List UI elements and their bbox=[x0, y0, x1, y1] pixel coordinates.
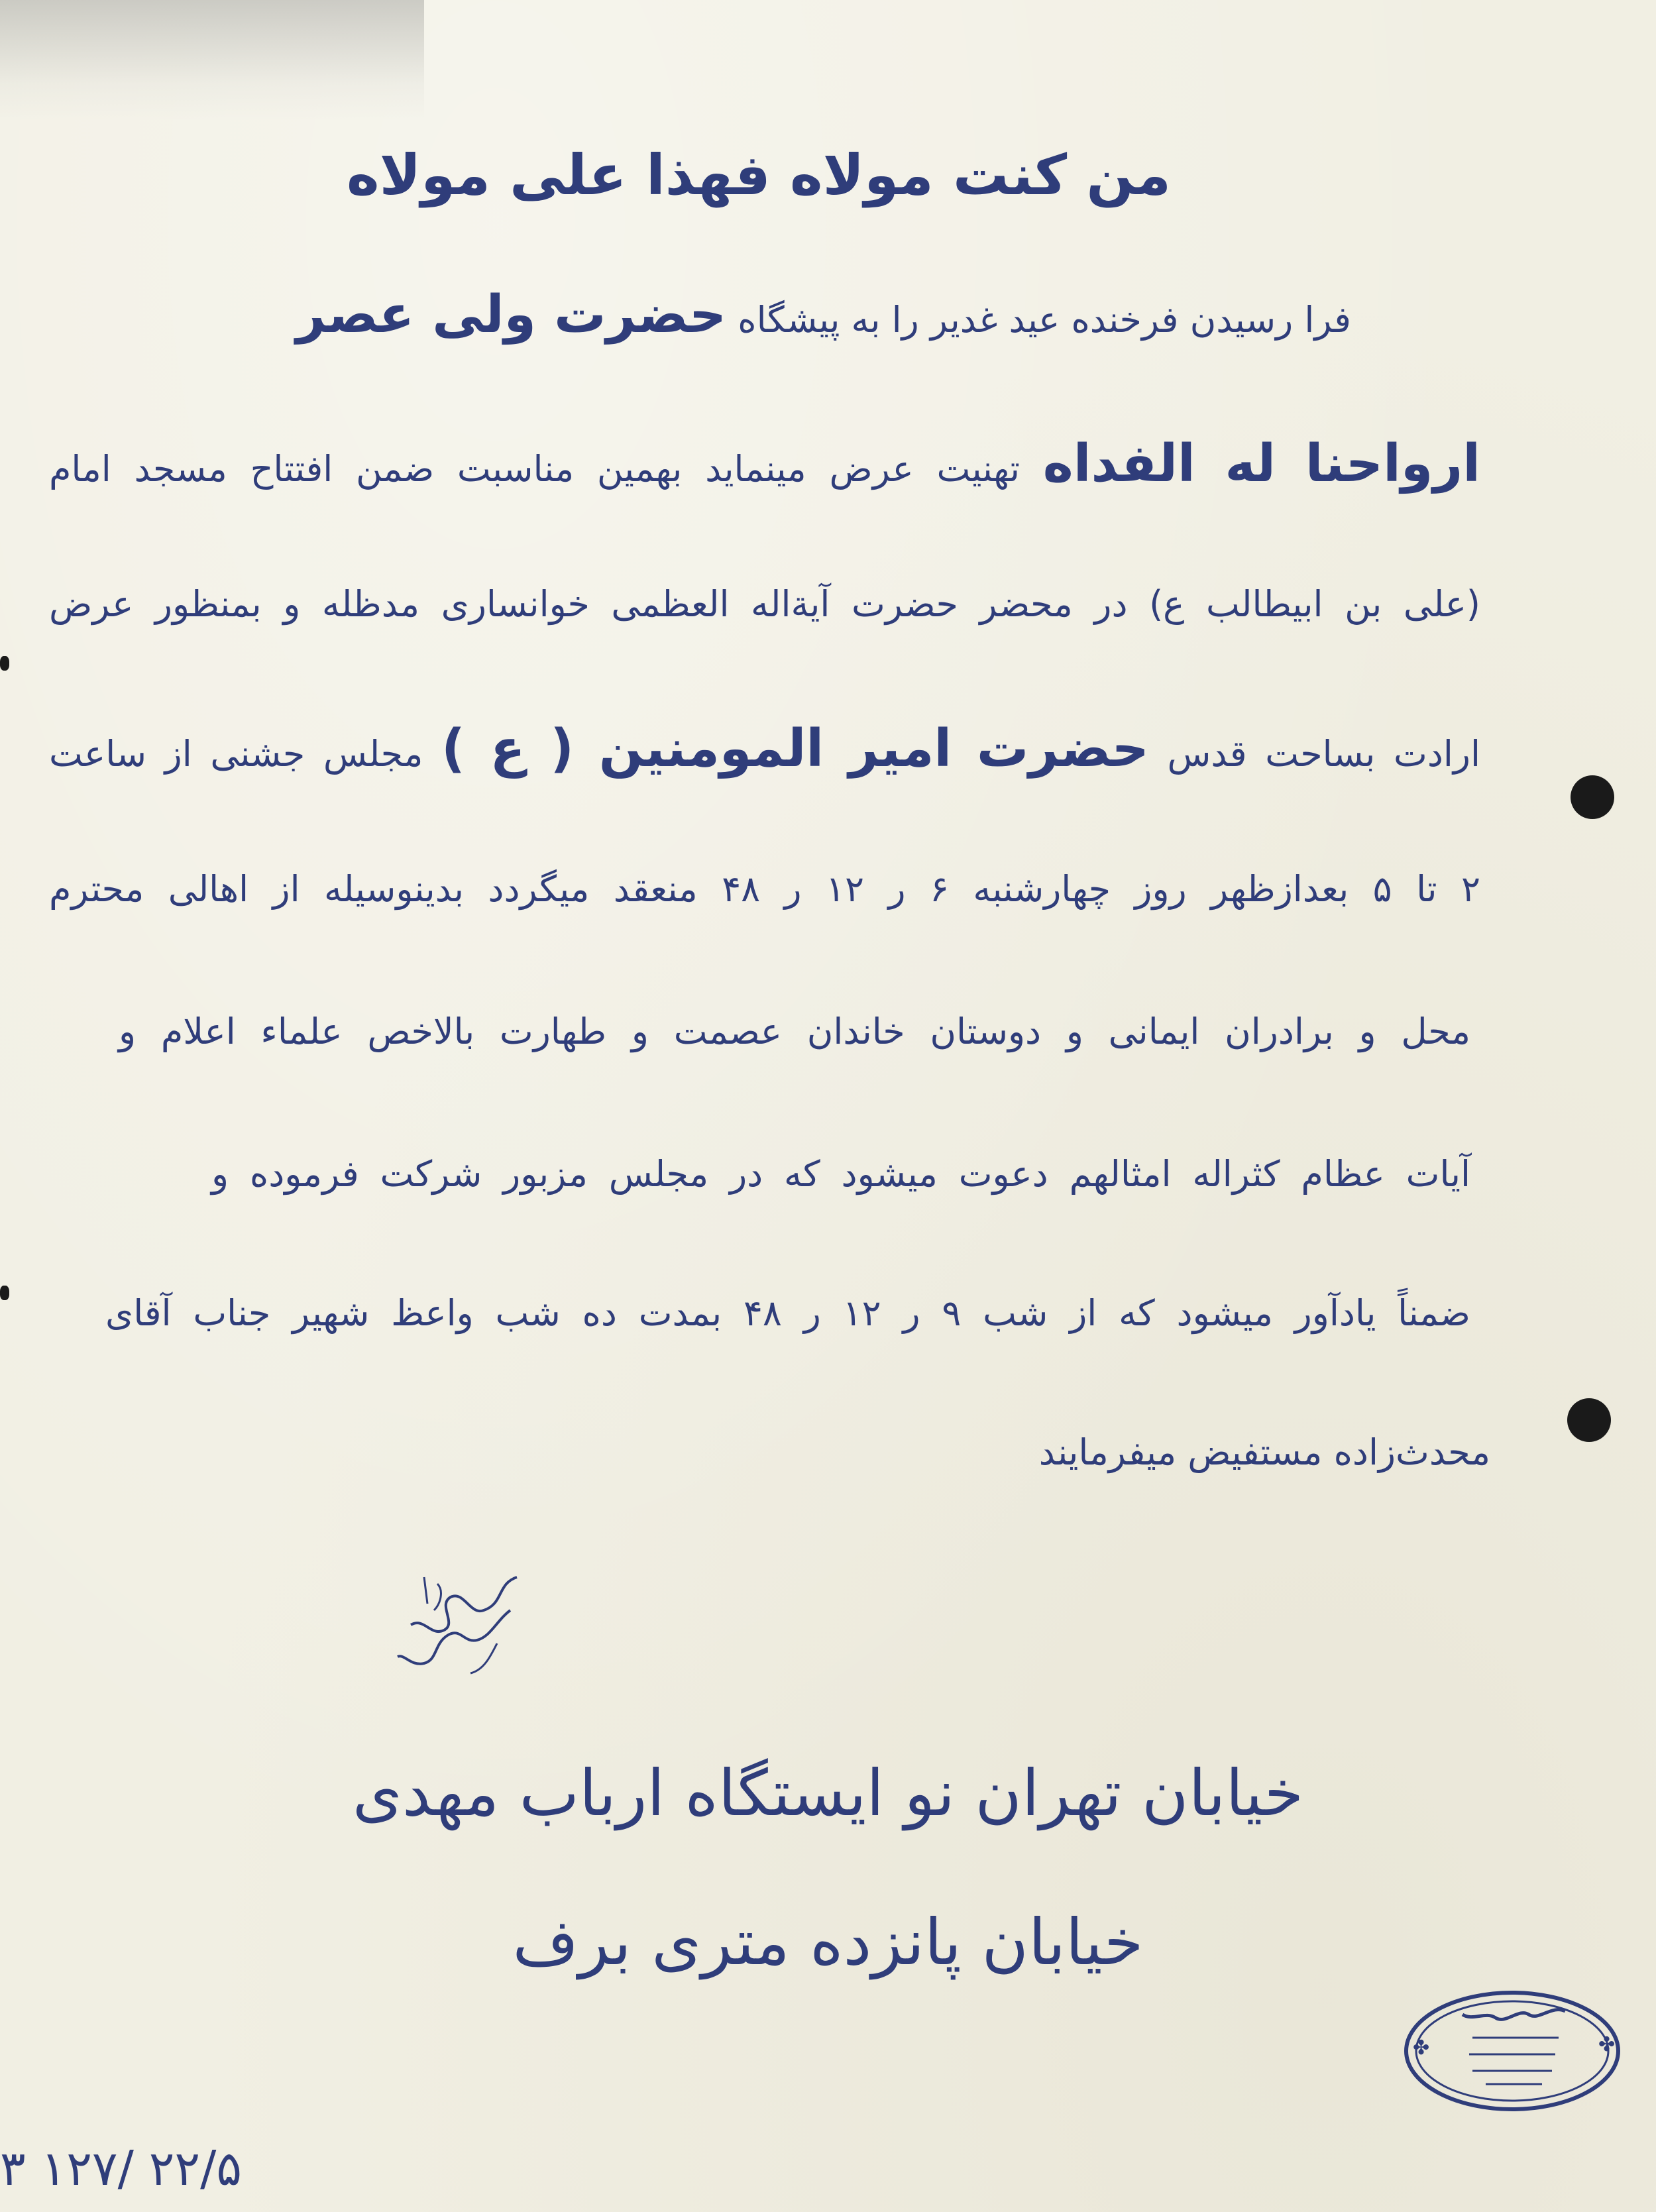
document-title: من کنت مولاه فهذا علی مولاه bbox=[347, 142, 1171, 207]
line-7-text: آیات عظام کثراله امثالهم دعوت میشود که در مجلس مزبور شرکت فرموده و bbox=[211, 1153, 1470, 1195]
svg-text:✤: ✤ bbox=[1413, 2036, 1430, 2060]
punch-hole-edge bbox=[0, 656, 9, 671]
line-2-text: تهنیت عرض مینماید بهمین مناسبت ضمن افتتاح مسجد امام bbox=[49, 448, 1021, 490]
line-3-text: (علی بن ابیطالب ع) در محضر حضرت آیة‌اله العظمی خوانساری مدظله و بمنظور عرض bbox=[49, 583, 1480, 625]
archive-number: ۳ ۱۲۷/ ۲۲/۵ bbox=[0, 2140, 242, 2196]
punch-hole bbox=[1571, 775, 1614, 819]
line-1-bold: حضرت ولی عصر bbox=[296, 285, 727, 345]
body-line-3 bbox=[49, 583, 1480, 625]
line-4-bold: حضرت امیر المومنین ( ع ) bbox=[441, 719, 1149, 779]
line-4-suffix: مجلس جشنی از ساعت bbox=[49, 733, 423, 775]
punch-hole-edge bbox=[0, 1286, 9, 1300]
line-4-prefix: ارادت بساحت قدس bbox=[1167, 733, 1480, 775]
address-line-1: خیابان تهران نو ایستگاه ارباب مهدی bbox=[352, 1756, 1304, 1830]
body-line-9 bbox=[1039, 1431, 1490, 1473]
body-line-6 bbox=[119, 1011, 1470, 1052]
line-9-text: محدث‌زاده مستفیض میفرمایند bbox=[1038, 1431, 1490, 1473]
body-line-1 bbox=[158, 285, 1351, 345]
archive-stamp bbox=[1400, 1985, 1625, 2117]
line-5-text: ۲ تا ۵ بعدازظهر روز چهارشنبه ۶ ر ۱۲ ر ۴۸ منعقد میگردد بدینوسیله از اهالی محترم bbox=[49, 868, 1480, 910]
scan-corner-shadow bbox=[0, 0, 424, 119]
body-line-4 bbox=[49, 719, 1480, 779]
punch-hole bbox=[1567, 1398, 1611, 1442]
line-8-text: ضمناً یادآور میشود که از شب ۹ ر ۱۲ ر ۴۸ بمدت ده شب واعظ شهیر جناب آقای bbox=[105, 1292, 1470, 1334]
body-line-8 bbox=[105, 1292, 1470, 1334]
line-1-text: فرا رسیدن فرخنده عید غدیر را به پیشگاه bbox=[738, 299, 1351, 341]
body-line-7 bbox=[211, 1153, 1470, 1195]
address-line-2: خیابان پانزده متری برف bbox=[512, 1905, 1144, 1979]
line-2-bold: ارواحنا له الفداه bbox=[1042, 434, 1480, 494]
handwritten-signature bbox=[384, 1564, 530, 1683]
svg-text:✤: ✤ bbox=[1598, 2033, 1616, 2056]
body-line-5 bbox=[49, 868, 1480, 910]
body-line-2 bbox=[49, 434, 1480, 494]
line-6-text: محل و برادران ایمانی و دوستان خاندان عصمت و طهارت بالاخص علماء اعلام و bbox=[119, 1011, 1470, 1052]
